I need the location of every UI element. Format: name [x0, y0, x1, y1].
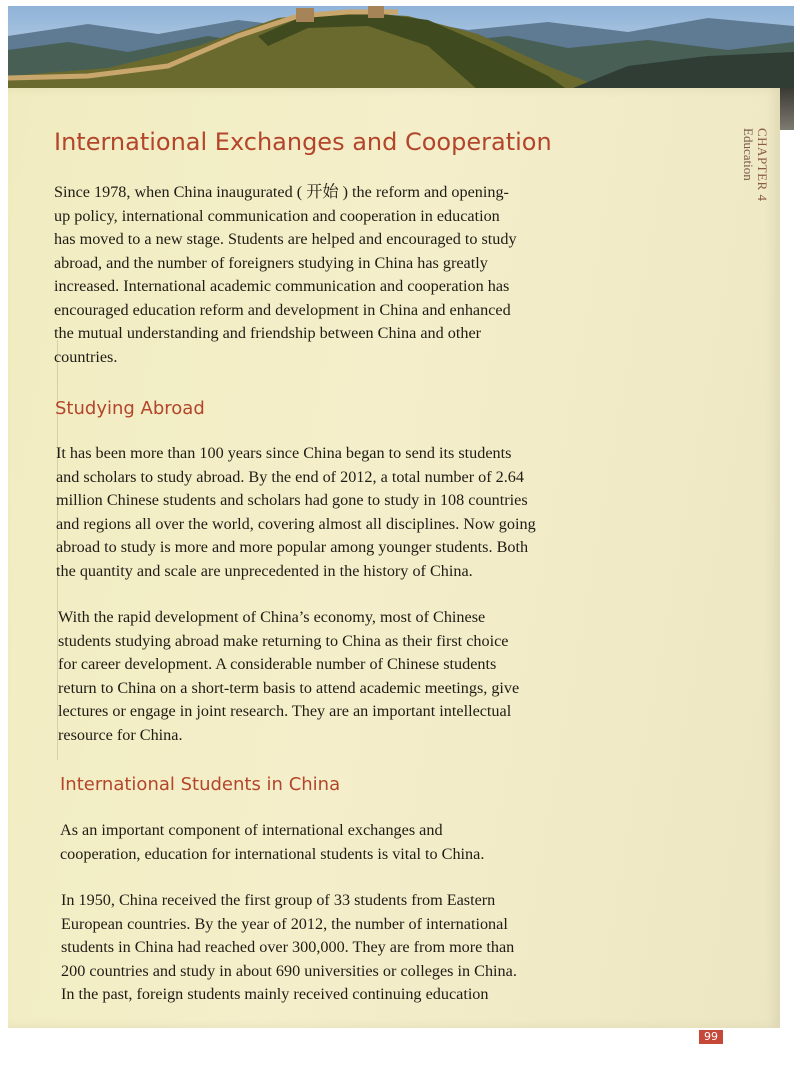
international-students-paragraph-1 — [60, 819, 560, 866]
chapter-label: CHAPTER 4 — [755, 128, 770, 202]
page-title: International Exchanges and Cooperation — [54, 128, 552, 156]
international-students-paragraph-2 — [61, 889, 561, 1007]
text-line: increased. International academic communication and cooperation has — [54, 277, 510, 295]
text-line: up policy, international communication and cooperation in education — [54, 206, 500, 225]
text-line: for career development. A considerable number of Chinese students — [58, 655, 497, 673]
text-line: students in China had reached over 300,000. They are from more than — [61, 938, 515, 956]
great-wall-banner-image — [8, 6, 794, 90]
text-line: return to China on a short-term basis to attend academic meetings, give — [58, 678, 520, 697]
text-line: and regions all over the world, covering almost all disciplines. Now going — [56, 514, 536, 533]
text-line: encouraged education reform and development in China and enhanced — [54, 300, 511, 319]
text-line: students studying abroad make returning to China as their first choice — [58, 631, 509, 650]
text-line: It has been more than 100 years since China began to send its students — [56, 444, 512, 462]
page-number: 99 — [699, 1030, 723, 1044]
text-line: abroad, and the number of foreigners studying in China has greatly — [54, 253, 488, 272]
section-heading-studying-abroad: Studying Abroad — [55, 398, 205, 419]
text-line: abroad to study is more and more popular among younger students. Both — [56, 538, 529, 556]
text-line: As an important component of international exchanges and — [60, 821, 443, 839]
intro-paragraph — [54, 181, 554, 369]
text-line: cooperation, education for international students is vital to China. — [60, 844, 485, 863]
text-line: resource for China. — [58, 725, 183, 744]
chapter-tab — [738, 128, 774, 202]
section-heading-international-students: International Students in China — [60, 774, 341, 795]
text-line: Since 1978, when China inaugurated ( 开始 ) the reform and opening- — [54, 183, 509, 201]
studying-abroad-paragraph-2 — [58, 606, 558, 747]
text-line: 200 countries and study in about 690 universities or colleges in China. — [61, 961, 517, 980]
text-line: the mutual understanding and friendship between China and other — [54, 324, 482, 342]
text-line: In the past, foreign students mainly received continuing education — [61, 985, 489, 1003]
text-line: European countries. By the year of 2012, the number of international — [61, 914, 508, 933]
text-line: the quantity and scale are unprecedented in the history of China. — [56, 561, 473, 580]
studying-abroad-paragraph-1 — [56, 442, 556, 583]
text-line: million Chinese students and scholars had gone to study in 108 countries — [56, 491, 528, 509]
text-line: has moved to a new stage. Students are helped and encouraged to study — [54, 230, 517, 248]
text-line: In 1950, China received the first group of 33 students from Eastern — [61, 891, 496, 909]
text-line: lectures or engage in joint research. They are an important intellectual — [58, 702, 512, 720]
chapter-name: Education — [741, 128, 756, 181]
text-line: and scholars to study abroad. By the end of 2012, a total number of 2.64 — [56, 467, 524, 486]
text-line: With the rapid development of China’s economy, most of Chinese — [58, 608, 486, 626]
text-line: countries. — [54, 347, 118, 366]
